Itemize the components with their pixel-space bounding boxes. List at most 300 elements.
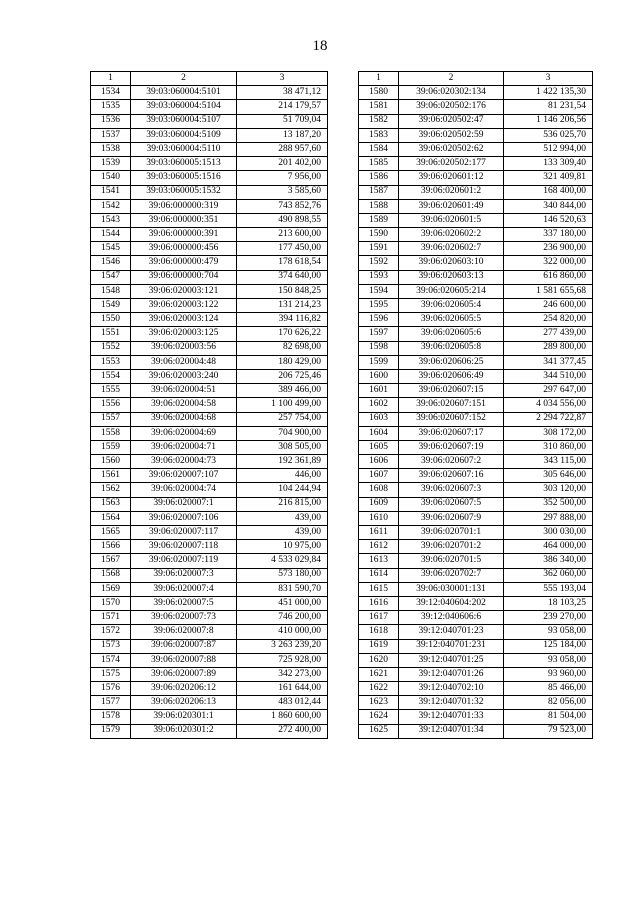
- amount: 490 898,55: [237, 213, 328, 227]
- cadastral-number: 39:06:020605:4: [399, 299, 504, 313]
- table-row: [359, 228, 593, 242]
- row-number: 1559: [91, 440, 131, 454]
- row-number: 1537: [91, 128, 131, 142]
- amount: 616 860,00: [504, 270, 593, 284]
- row-number: 1570: [91, 596, 131, 610]
- row-number: 1554: [91, 369, 131, 383]
- table-row: [91, 100, 328, 114]
- cadastral-number: 39:06:020007:3: [131, 568, 237, 582]
- row-number: 1614: [359, 568, 399, 582]
- cadastral-number: 39:06:020502:177: [399, 157, 504, 171]
- cadastral-number: 39:06:020302:134: [399, 86, 504, 100]
- table-row: [91, 440, 328, 454]
- table-row: [91, 426, 328, 440]
- table-row: [91, 568, 328, 582]
- amount: 483 012,44: [237, 696, 328, 710]
- table-row: [359, 497, 593, 511]
- cadastral-number: 39:06:020003:124: [131, 313, 237, 327]
- row-number: 1543: [91, 213, 131, 227]
- table-row: [359, 157, 593, 171]
- table-row: [359, 667, 593, 681]
- cadastral-number: 39:06:020606:49: [399, 369, 504, 383]
- table-row: [91, 355, 328, 369]
- cadastral-number: 39:03:060004:5109: [131, 128, 237, 142]
- row-number: 1556: [91, 398, 131, 412]
- table-row: [91, 611, 328, 625]
- row-number: 1592: [359, 256, 399, 270]
- amount: 192 361,89: [237, 455, 328, 469]
- table-row: [91, 114, 328, 128]
- row-number: 1546: [91, 256, 131, 270]
- cadastral-number: 39:06:020003:121: [131, 284, 237, 298]
- cadastral-number: 39:06:020004:68: [131, 412, 237, 426]
- cadastral-number: 39:03:060004:5101: [131, 86, 237, 100]
- row-number: 1607: [359, 469, 399, 483]
- table-row: [359, 213, 593, 227]
- amount: 344 510,00: [504, 369, 593, 383]
- table-row: [359, 540, 593, 554]
- cadastral-number: 39:12:040701:32: [399, 696, 504, 710]
- amount: 410 000,00: [237, 625, 328, 639]
- amount: 573 180,00: [237, 568, 328, 582]
- table-row: [91, 228, 328, 242]
- amount: 150 848,25: [237, 284, 328, 298]
- table-row: [91, 696, 328, 710]
- cadastral-number: 39:06:020605:5: [399, 313, 504, 327]
- table-row: [91, 256, 328, 270]
- table-row: [359, 582, 593, 596]
- row-number: 1574: [91, 653, 131, 667]
- row-number: 1599: [359, 355, 399, 369]
- table-row: [91, 171, 328, 185]
- row-number: 1598: [359, 341, 399, 355]
- cadastral-number: 39:12:040701:23: [399, 625, 504, 639]
- row-number: 1589: [359, 213, 399, 227]
- row-number: 1545: [91, 242, 131, 256]
- row-number: 1555: [91, 384, 131, 398]
- table-row: [359, 511, 593, 525]
- amount: 177 450,00: [237, 242, 328, 256]
- amount: 439,00: [237, 526, 328, 540]
- page-number: 18: [312, 38, 328, 54]
- row-number: 1591: [359, 242, 399, 256]
- cadastral-number: 39:06:020603:13: [399, 270, 504, 284]
- amount: 79 523,00: [504, 724, 593, 738]
- cadastral-number: 39:06:020602:7: [399, 242, 504, 256]
- amount: 300 030,00: [504, 526, 593, 540]
- table-row: [359, 341, 593, 355]
- amount: 308 172,00: [504, 426, 593, 440]
- amount: 4 034 556,00: [504, 398, 593, 412]
- cadastral-number: 39:06:020607:151: [399, 398, 504, 412]
- row-number: 1597: [359, 327, 399, 341]
- table-row: [359, 469, 593, 483]
- row-number: 1590: [359, 228, 399, 242]
- amount: 1 422 135,30: [504, 86, 593, 100]
- table-row: [91, 398, 328, 412]
- cadastral-number: 39:06:000000:319: [131, 199, 237, 213]
- cadastral-number: 39:06:000000:704: [131, 270, 237, 284]
- cadastral-number: 39:06:020601:5: [399, 213, 504, 227]
- cadastral-number: 39:06:020007:106: [131, 511, 237, 525]
- amount: 341 377,45: [504, 355, 593, 369]
- row-number: 1595: [359, 299, 399, 313]
- row-number: 1550: [91, 313, 131, 327]
- amount: 178 618,54: [237, 256, 328, 270]
- row-number: 1610: [359, 511, 399, 525]
- row-number: 1586: [359, 171, 399, 185]
- row-number: 1611: [359, 526, 399, 540]
- cadastral-number: 39:06:020607:9: [399, 511, 504, 525]
- row-number: 1560: [91, 455, 131, 469]
- row-number: 1566: [91, 540, 131, 554]
- cadastral-number: 39:12:040701:34: [399, 724, 504, 738]
- cadastral-number: 39:06:020607:152: [399, 412, 504, 426]
- amount: 308 505,00: [237, 440, 328, 454]
- cadastral-number: 39:06:020004:69: [131, 426, 237, 440]
- amount: 213 600,00: [237, 228, 328, 242]
- amount: 725 928,00: [237, 653, 328, 667]
- table-row: [91, 511, 328, 525]
- table-row: [359, 625, 593, 639]
- table-row: [91, 270, 328, 284]
- table-row: [359, 100, 593, 114]
- amount: 216 815,00: [237, 497, 328, 511]
- row-number: 1606: [359, 455, 399, 469]
- cadastral-number: 39:12:040702:10: [399, 682, 504, 696]
- amount: 93 960,00: [504, 667, 593, 681]
- amount: 704 900,00: [237, 426, 328, 440]
- cadastral-number: 39:06:020007:87: [131, 639, 237, 653]
- table-row: [91, 497, 328, 511]
- amount: 82 056,00: [504, 696, 593, 710]
- table-row: [359, 653, 593, 667]
- cadastral-number: 39:06:000000:479: [131, 256, 237, 270]
- table-row: [91, 128, 328, 142]
- table-row: [91, 299, 328, 313]
- table-row: [91, 384, 328, 398]
- amount: 104 244,94: [237, 483, 328, 497]
- cadastral-number: 39:06:020601:49: [399, 199, 504, 213]
- row-number: 1601: [359, 384, 399, 398]
- row-number: 1563: [91, 497, 131, 511]
- row-number: 1576: [91, 682, 131, 696]
- header-row: [91, 72, 328, 86]
- cadastral-number: 39:12:040701:231: [399, 639, 504, 653]
- row-number: 1577: [91, 696, 131, 710]
- row-number: 1608: [359, 483, 399, 497]
- amount: 18 103,25: [504, 596, 593, 610]
- table-row: [359, 412, 593, 426]
- amount: 289 800,00: [504, 341, 593, 355]
- table-row: [359, 554, 593, 568]
- row-number: 1542: [91, 199, 131, 213]
- cadastral-number: 39:06:020607:5: [399, 497, 504, 511]
- table-row: [359, 398, 593, 412]
- table-row: [359, 455, 593, 469]
- table-row: [91, 469, 328, 483]
- amount: 170 626,22: [237, 327, 328, 341]
- amount: 38 471,12: [237, 86, 328, 100]
- cadastral-number: 39:06:020004:48: [131, 355, 237, 369]
- row-number: 1617: [359, 611, 399, 625]
- row-number: 1582: [359, 114, 399, 128]
- row-number: 1557: [91, 412, 131, 426]
- table-row: [91, 157, 328, 171]
- cadastral-number: 39:03:060005:1513: [131, 157, 237, 171]
- table-row: [91, 199, 328, 213]
- cadastral-number: 39:06:020607:19: [399, 440, 504, 454]
- right-table: [358, 71, 593, 739]
- table-row: [91, 185, 328, 199]
- table-row: [91, 554, 328, 568]
- cadastral-number: 39:12:040701:25: [399, 653, 504, 667]
- row-number: 1588: [359, 199, 399, 213]
- row-number: 1569: [91, 582, 131, 596]
- row-number: 1575: [91, 667, 131, 681]
- cadastral-number: 39:06:020601:2: [399, 185, 504, 199]
- amount: 386 340,00: [504, 554, 593, 568]
- cadastral-number: 39:06:020607:16: [399, 469, 504, 483]
- amount: 297 888,00: [504, 511, 593, 525]
- row-number: 1615: [359, 582, 399, 596]
- amount: 451 000,00: [237, 596, 328, 610]
- cadastral-number: 39:06:020007:4: [131, 582, 237, 596]
- amount: 81 231,54: [504, 100, 593, 114]
- table-row: [359, 369, 593, 383]
- table-row: [91, 625, 328, 639]
- cadastral-number: 39:06:020007:73: [131, 611, 237, 625]
- row-number: 1535: [91, 100, 131, 114]
- row-number: 1571: [91, 611, 131, 625]
- column-header: 1: [91, 72, 131, 86]
- row-number: 1541: [91, 185, 131, 199]
- amount: 743 852,76: [237, 199, 328, 213]
- amount: 10 975,00: [237, 540, 328, 554]
- cadastral-number: 39:12:040701:33: [399, 710, 504, 724]
- row-number: 1624: [359, 710, 399, 724]
- column-header: 2: [131, 72, 237, 86]
- amount: 555 193,04: [504, 582, 593, 596]
- table-row: [359, 696, 593, 710]
- row-number: 1578: [91, 710, 131, 724]
- table-row: [359, 185, 593, 199]
- cadastral-number: 39:06:020601:12: [399, 171, 504, 185]
- amount: 7 956,00: [237, 171, 328, 185]
- row-number: 1564: [91, 511, 131, 525]
- row-number: 1602: [359, 398, 399, 412]
- cadastral-number: 39:06:030001:131: [399, 582, 504, 596]
- row-number: 1618: [359, 625, 399, 639]
- cadastral-number: 39:06:020602:2: [399, 228, 504, 242]
- cadastral-number: 39:06:020502:62: [399, 142, 504, 156]
- row-number: 1551: [91, 327, 131, 341]
- table-row: [91, 369, 328, 383]
- amount: 133 309,40: [504, 157, 593, 171]
- table-row: [359, 270, 593, 284]
- row-number: 1572: [91, 625, 131, 639]
- table-row: [359, 284, 593, 298]
- amount: 464 000,00: [504, 540, 593, 554]
- table-row: [359, 596, 593, 610]
- cadastral-number: 39:06:020603:10: [399, 256, 504, 270]
- cadastral-number: 39:06:020007:88: [131, 653, 237, 667]
- amount: 257 754,00: [237, 412, 328, 426]
- cadastral-number: 39:06:020003:240: [131, 369, 237, 383]
- table-row: [91, 639, 328, 653]
- cadastral-number: 39:03:060004:5107: [131, 114, 237, 128]
- cadastral-number: 39:06:000000:456: [131, 242, 237, 256]
- cadastral-number: 39:06:020007:107: [131, 469, 237, 483]
- table-row: [91, 526, 328, 540]
- amount: 180 429,00: [237, 355, 328, 369]
- amount: 85 466,00: [504, 682, 593, 696]
- table-row: [91, 242, 328, 256]
- amount: 93 058,00: [504, 653, 593, 667]
- table-row: [359, 639, 593, 653]
- table-row: [359, 327, 593, 341]
- cadastral-number: 39:06:020607:17: [399, 426, 504, 440]
- cadastral-number: 39:12:040604:202: [399, 596, 504, 610]
- row-number: 1616: [359, 596, 399, 610]
- amount: 206 725,46: [237, 369, 328, 383]
- cadastral-number: 39:06:000000:351: [131, 213, 237, 227]
- amount: 322 000,00: [504, 256, 593, 270]
- amount: 168 400,00: [504, 185, 593, 199]
- table-row: [359, 483, 593, 497]
- row-number: 1544: [91, 228, 131, 242]
- row-number: 1549: [91, 299, 131, 313]
- cadastral-number: 39:06:020007:117: [131, 526, 237, 540]
- cadastral-number: 39:06:020007:89: [131, 667, 237, 681]
- table-row: [359, 682, 593, 696]
- cadastral-number: 39:06:020605:8: [399, 341, 504, 355]
- cadastral-number: 39:06:000000:391: [131, 228, 237, 242]
- amount: 288 957,60: [237, 142, 328, 156]
- table-row: [91, 284, 328, 298]
- row-number: 1538: [91, 142, 131, 156]
- amount: 297 647,00: [504, 384, 593, 398]
- row-number: 1613: [359, 554, 399, 568]
- table-row: [91, 540, 328, 554]
- cadastral-number: 39:06:020004:58: [131, 398, 237, 412]
- amount: 512 994,00: [504, 142, 593, 156]
- cadastral-number: 39:06:020003:122: [131, 299, 237, 313]
- amount: 131 214,23: [237, 299, 328, 313]
- cadastral-number: 39:06:020701:5: [399, 554, 504, 568]
- table-row: [359, 171, 593, 185]
- cadastral-number: 39:06:020502:59: [399, 128, 504, 142]
- cadastral-number: 39:06:020301:1: [131, 710, 237, 724]
- row-number: 1625: [359, 724, 399, 738]
- row-number: 1609: [359, 497, 399, 511]
- cadastral-number: 39:06:020007:118: [131, 540, 237, 554]
- cadastral-number: 39:03:060004:5104: [131, 100, 237, 114]
- amount: 214 179,57: [237, 100, 328, 114]
- table-row: [359, 299, 593, 313]
- row-number: 1623: [359, 696, 399, 710]
- row-number: 1583: [359, 128, 399, 142]
- row-number: 1567: [91, 554, 131, 568]
- amount: 3 585,60: [237, 185, 328, 199]
- row-number: 1605: [359, 440, 399, 454]
- table-row: [359, 128, 593, 142]
- amount: 342 273,00: [237, 667, 328, 681]
- amount: 343 115,00: [504, 455, 593, 469]
- amount: 161 644,00: [237, 682, 328, 696]
- amount: 536 025,70: [504, 128, 593, 142]
- table-row: [359, 313, 593, 327]
- cadastral-number: 39:06:020003:56: [131, 341, 237, 355]
- cadastral-number: 39:06:020004:73: [131, 455, 237, 469]
- table-row: [91, 653, 328, 667]
- table-row: [359, 256, 593, 270]
- cadastral-number: 39:03:060004:5110: [131, 142, 237, 156]
- left-table: [90, 71, 328, 739]
- cadastral-number: 39:06:020206:13: [131, 696, 237, 710]
- table-row: [359, 526, 593, 540]
- cadastral-number: 39:03:060005:1516: [131, 171, 237, 185]
- row-number: 1621: [359, 667, 399, 681]
- row-number: 1580: [359, 86, 399, 100]
- row-number: 1596: [359, 313, 399, 327]
- amount: 81 504,00: [504, 710, 593, 724]
- amount: 374 640,00: [237, 270, 328, 284]
- amount: 2 294 722,87: [504, 412, 593, 426]
- row-number: 1620: [359, 653, 399, 667]
- amount: 3 263 239,20: [237, 639, 328, 653]
- table-row: [91, 341, 328, 355]
- table-row: [359, 86, 593, 100]
- amount: 254 820,00: [504, 313, 593, 327]
- row-number: 1553: [91, 355, 131, 369]
- row-number: 1619: [359, 639, 399, 653]
- row-number: 1585: [359, 157, 399, 171]
- row-number: 1536: [91, 114, 131, 128]
- row-number: 1612: [359, 540, 399, 554]
- amount: 337 180,00: [504, 228, 593, 242]
- amount: 321 409,81: [504, 171, 593, 185]
- row-number: 1561: [91, 469, 131, 483]
- table-row: [359, 355, 593, 369]
- cadastral-number: 39:06:020607:3: [399, 483, 504, 497]
- table-row: [359, 199, 593, 213]
- table-row: [91, 313, 328, 327]
- row-number: 1604: [359, 426, 399, 440]
- amount: 310 860,00: [504, 440, 593, 454]
- cadastral-number: 39:06:020206:12: [131, 682, 237, 696]
- table-row: [91, 213, 328, 227]
- amount: 51 709,04: [237, 114, 328, 128]
- amount: 1 581 655,68: [504, 284, 593, 298]
- table-row: [359, 724, 593, 738]
- table-row: [359, 142, 593, 156]
- cadastral-number: 39:03:060005:1532: [131, 185, 237, 199]
- row-number: 1584: [359, 142, 399, 156]
- amount: 93 058,00: [504, 625, 593, 639]
- table-row: [91, 710, 328, 724]
- row-number: 1594: [359, 284, 399, 298]
- amount: 303 120,00: [504, 483, 593, 497]
- amount: 236 900,00: [504, 242, 593, 256]
- table-row: [91, 682, 328, 696]
- table-row: [91, 667, 328, 681]
- table-row: [91, 596, 328, 610]
- amount: 239 270,00: [504, 611, 593, 625]
- cadastral-number: 39:06:020605:6: [399, 327, 504, 341]
- row-number: 1568: [91, 568, 131, 582]
- cadastral-number: 39:12:040606:6: [399, 611, 504, 625]
